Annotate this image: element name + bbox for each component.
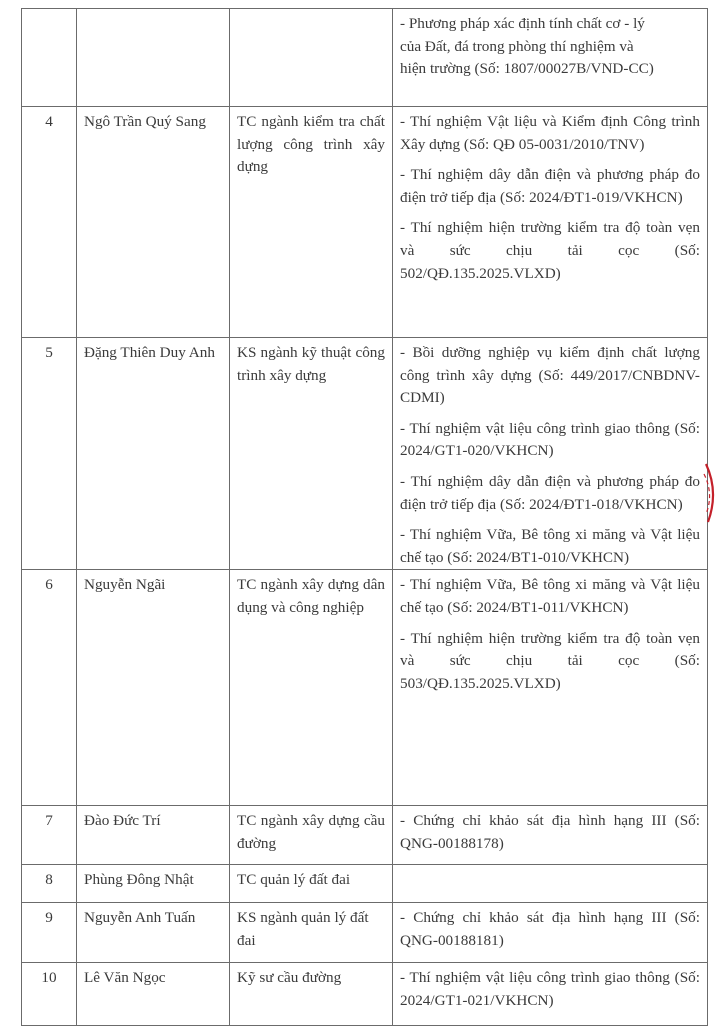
qualification <box>230 9 393 107</box>
certificate-item: - Chứng chỉ khảo sát địa hình hạng III (Số: QNG-00188178) <box>400 812 700 852</box>
table-row <box>22 570 708 806</box>
person-name: Nguyễn Anh Tuấn <box>77 903 230 963</box>
row-number <box>22 9 77 107</box>
qualification: KS ngành kỹ thuật công trình xây dựng <box>230 338 393 570</box>
table-row <box>22 865 708 903</box>
person-name: Nguyễn Ngãi <box>77 570 230 806</box>
certificate-item: - Thí nghiệm vật liệu công trình giao thông (Số: 2024/GT1-021/VKHCN) <box>400 969 700 1009</box>
certificate-item: - Chứng chỉ khảo sát địa hình hạng III (Số: QNG-00188181) <box>400 909 700 949</box>
person-name: Ngô Trần Quý Sang <box>77 107 230 338</box>
certificate-item: - Thí nghiệm Vật liệu và Kiểm định Công trình Xây dựng (Số: QĐ 05-0031/2010/TNV) <box>400 113 700 153</box>
certificate-item: - Thí nghiệm Vữa, Bê tông xi măng và Vật liệu chế tạo (Số: 2024/BT1-011/VKHCN) <box>400 576 700 616</box>
row-number: 4 <box>22 107 77 338</box>
qualification: KS ngành quản lý đất đai <box>230 903 393 963</box>
table-row <box>22 107 708 338</box>
row-number: 7 <box>22 806 77 865</box>
certificate-item: - Thí nghiệm dây dẫn điện và phương pháp đo điện trở tiếp địa (Số: 2024/ĐT1-019/VKHCN) <box>400 166 700 206</box>
certificate-item: - Thí nghiệm hiện trường kiểm tra độ toàn vẹn và sức chịu tải cọc (Số: 502/QĐ.135.2025.VLXD) <box>400 219 700 282</box>
person-name <box>77 9 230 107</box>
certificate-item: - Phương pháp xác định tính chất cơ - lý của Đất, đá trong phòng thí nghiệm và hiện trường (Số: 1807/00027B/VND-CC) <box>400 15 654 78</box>
qualification: Kỹ sư cầu đường <box>230 963 393 1026</box>
table-row <box>22 9 708 107</box>
certificate-item: - Thí nghiệm Vữa, Bê tông xi măng và Vật liệu chế tạo (Số: 2024/BT1-010/VKHCN) <box>400 526 700 566</box>
table-row <box>22 903 708 963</box>
qualification: TC ngành kiểm tra chất lượng công trình xây dựng <box>230 107 393 338</box>
certificates-cell <box>393 107 708 338</box>
table-row <box>22 963 708 1026</box>
personnel-table <box>21 8 708 1026</box>
table-row <box>22 806 708 865</box>
certificate-item: - Bồi dưỡng nghiệp vụ kiểm định chất lượng công trình xây dựng (Số: 449/2017/CNBDNV-CDMI) <box>400 344 700 407</box>
qualification: TC ngành xây dựng dân dụng và công nghiệp <box>230 570 393 806</box>
certificates-cell <box>393 806 708 865</box>
table-row <box>22 338 708 570</box>
certificates-cell <box>393 570 708 806</box>
certificate-item: - Thí nghiệm vật liệu công trình giao thông (Số: 2024/GT1-020/VKHCN) <box>400 419 700 460</box>
person-name: Lê Văn Ngọc <box>77 963 230 1026</box>
row-number: 8 <box>22 865 77 903</box>
row-number: 9 <box>22 903 77 963</box>
row-number: 10 <box>22 963 77 1026</box>
certificates-cell <box>393 9 708 107</box>
person-name: Đặng Thiên Duy Anh <box>77 338 230 570</box>
certificates-cell <box>393 963 708 1026</box>
certificates-cell <box>393 903 708 963</box>
certificates-cell <box>393 865 708 903</box>
certificate-item: - Thí nghiệm hiện trường kiểm tra độ toàn vẹn và sức chịu tải cọc (Số: 503/QĐ.135.2025.VLXD) <box>400 629 700 692</box>
certificates-cell <box>393 338 708 570</box>
certificate-item: - Thí nghiệm dây dẫn điện và phương pháp đo điện trở tiếp địa (Số: 2024/ĐT1-018/VKHCN) <box>400 472 700 513</box>
qualification: TC ngành xây dựng cầu đường <box>230 806 393 865</box>
red-seal-edge-icon <box>703 462 721 524</box>
row-number: 6 <box>22 570 77 806</box>
person-name: Phùng Đông Nhật <box>77 865 230 903</box>
person-name: Đào Đức Trí <box>77 806 230 865</box>
row-number: 5 <box>22 338 77 570</box>
qualification: TC quản lý đất đai <box>230 865 393 903</box>
